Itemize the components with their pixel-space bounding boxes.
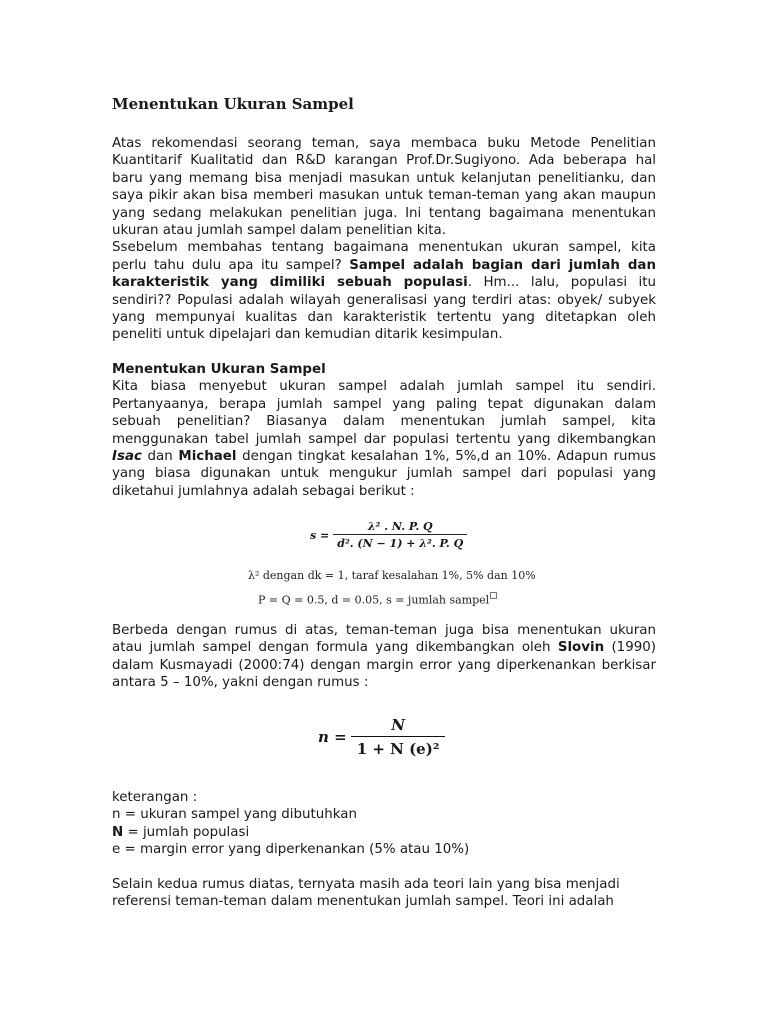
keterangan-n: n = ukuran sampel yang dibutuhkan [112,807,357,823]
slovin-name: Slovin [557,640,605,656]
definition-end-text: . Hm... lalu, populasi itu sendiri?? Populasi adalah wilayah generalisasi yang terdiri atas: obyek/ subyek yang mempunyai kualitas dan karakteristik tertentu yang ditetapkan oleh peneliti untuk dipelajari dan kemudian ditarik kesimpulan. [112,275,656,343]
keterangan-N-symbol: N [112,824,124,840]
formula2-fraction [351,716,446,758]
definition-bold-text: Sampel adalah bagian dari jumlah dan karakteristik yang dimiliki sebuah populasi [112,257,656,291]
formula1-fraction [333,520,467,550]
formula2-numerator: N [351,716,446,737]
spacer [112,344,656,361]
intro-paragraph: Atas rekomendasi seorang teman, saya membaca buku Metode Penelitian Kuantitarif Kualitatid dan R&D karangan Prof.Dr.Sugiyono. Ada beberapa hal baru yang memang bisa menjadi masukan untuk kelanjutan penelitianku, dan saya pikir akan bisa memberi masukan untuk teman-teman yang akan maupun yang sedang melakukan penelitian juga. Ini tentang bagaimana menentukan ukuran atau jumlah sampel dalam penelitian kita. [112,136,656,239]
keterangan-N [112,824,656,841]
slovin-paragraph [112,622,656,692]
keterangan-N-text: = jumlah populasi [123,824,250,840]
formula1-note-values [258,592,497,607]
formula1-note-values-text: P = Q = 0.5, d = 0.05, s = jumlah sampel [258,593,490,607]
sample-definition-paragraph [112,239,656,343]
slovin-end-text: (1990) dalam Kusmayadi (2000:74) dengan margin error yang diperkenankan berkisar antara 5 – 10%, yakni dengan rumus : [112,640,656,691]
keterangan-e: e = margin error yang diperkenankan (5% atau 10%) [112,842,470,858]
formula1-numerator: λ² . N. P. Q [333,520,467,535]
formula1-note-lambda: λ² dengan dk = 1, taraf kesalahan 1%, 5% dan 10% [248,569,536,582]
section-heading: Menentukan Ukuran Sampel [112,361,326,377]
keterangan-label: keterangan : [112,790,198,805]
formula2-denominator: 1 + N (e)² [356,740,440,758]
keterangan-section [112,789,656,910]
spacer [112,859,656,876]
michael-name: Michael [178,448,237,464]
slovin-section [112,622,656,692]
sample-size-end-text: dengan tingkat kesalahan 1%, 5%,d an 10%. Adapun rumus yang biasa digunakan untuk mengukur jumlah sampel dari populasi yang diketahui jumlahnya adalah sebagai berikut : [112,448,656,499]
sample-size-paragraph [112,378,656,500]
isaac-michael-formula [310,520,470,550]
document-page [112,95,656,500]
slovin-formula [318,716,445,758]
sample-size-intro-text: Kita biasa menyebut ukuran sampel adalah jumlah sampel itu sendiri. Pertanyaanya, berapa jumlah sampel yang paling tepat digunakan dalam sebuah penelitian? Biasanya dalam menentukan jumlah sampel, kita menggunakan tabel jumlah sampel dar populasi tertentu yang dikembangkan [112,379,656,447]
closing-paragraph: Selain kedua rumus diatas, ternyata masih ada teori lain yang bisa menjadi referensi teman-teman dalam menentukan jumlah sampel. Teori ini adalah [112,876,620,910]
slovin-intro-text: Berbeda dengan rumus di atas, teman-teman juga bisa menentukan ukuran atau jumlah sampel dengan formula yang dikembangkan oleh [112,623,656,656]
dan-text: dan [141,448,179,464]
formula2-lhs: n = [318,728,347,746]
definition-intro-text: Ssebelum membahas tentang bagaimana menentukan ukuran sampel, kita perlu tahu dulu apa itu sampel? [112,240,656,273]
formula1-lhs: s = [310,528,330,542]
page-title: Menentukan Ukuran Sampel [112,95,354,113]
formula1-denominator: d². (N − 1) + λ². P. Q [337,537,464,550]
isac-name: Isac [112,448,142,464]
square-glyph-icon [490,592,497,599]
